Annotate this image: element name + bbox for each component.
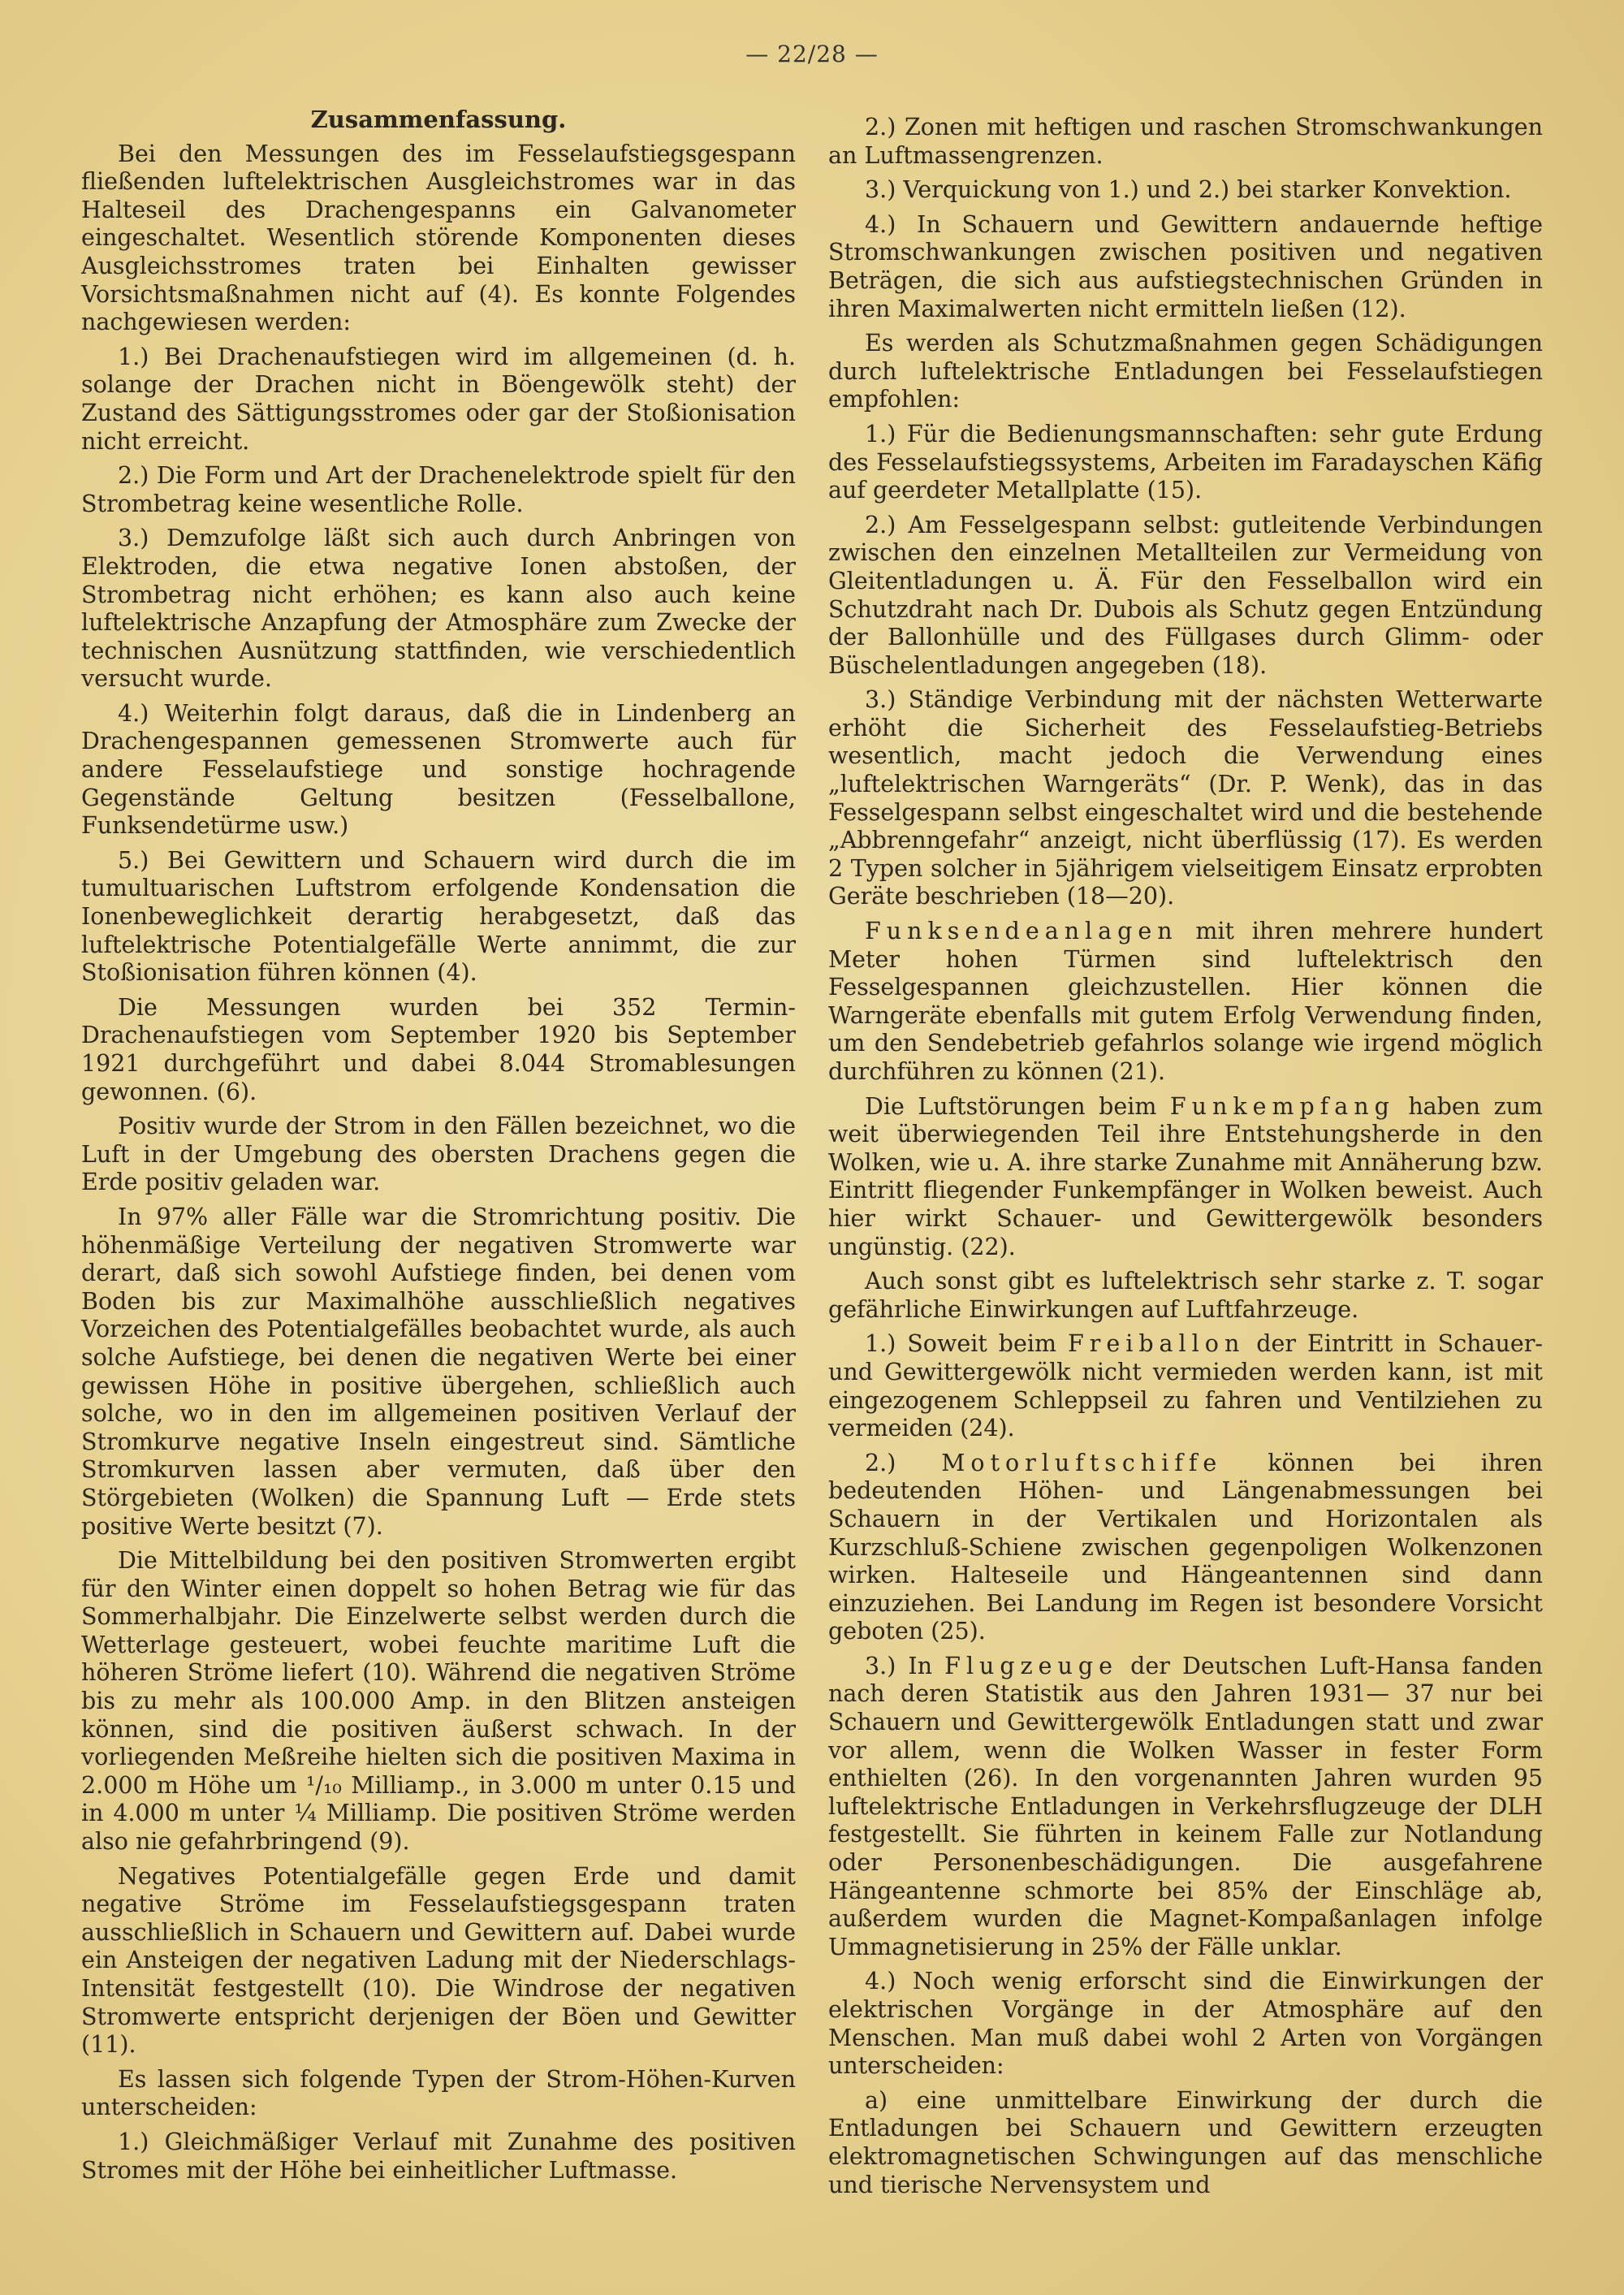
spaced-term: Freiballon (1067, 1330, 1246, 1358)
paragraph: 3.) Verquickung von 1.) und 2.) bei starker Konvektion. (865, 176, 1512, 204)
paragraph: a) eine unmittelbare Einwirkung der durch die Entladungen bei Schauern und Gewittern erzeugten elektromagnetischen Schwingungen auf das menschliche und tierische Nervensystem und (828, 2086, 1543, 2198)
spaced-term: Funksendeanlagen (865, 918, 1178, 945)
paragraph (828, 1653, 1543, 1962)
paragraph: 3.) Ständige Verbindung mit der nächsten Wetterwarte erhöht die Sicherheit des Fesselaufstieg-Betriebs wesentlich, macht jedoch die Verwendung eines „luftelektrischen Warngeräts“ (Dr. P. Wenk), das in das Fesselgespann selbst eingeschaltet wird und die bestehende „Abbrenngefahr“ anzeigt, nicht überflüssig (17). Es werden 2 Typen solcher in 5jährigem vielseitigem Einsatz erprobten Geräte beschrieben (18—20). (828, 686, 1543, 910)
spaced-term: Flugzeuge (944, 1652, 1119, 1679)
paragraph-text: 3.) In (865, 1652, 945, 1679)
paragraph-text: Die Luftstörungen beim (865, 1092, 1170, 1120)
paragraph (828, 1450, 1543, 1646)
paragraph-text: der Eintritt in Schauer- und Gewittergewölk nicht vermieden werden kann, ist mit eingezogenem Schleppseil zu fahren und Ventilziehen zu vermeiden (24). (828, 1330, 1543, 1442)
paragraph: Auch sonst gibt es luftelektrisch sehr starke z. T. sogar gefährliche Einwirkungen auf Luftfahrzeuge. (828, 1268, 1543, 1323)
paragraph-text: mit ihren mehrere hundert Meter hohen Türmen sind luftelektrisch den Fesselgespannen gleichzustellen. Hier können die Warngeräte ebenfalls mit gutem Erfolg Verwendung finden, um den Sendebetrieb gefahrlos solange wie irgend möglich durchführen zu können (21). (828, 918, 1543, 1085)
paragraph: Positiv wurde der Strom in den Fällen bezeichnet, wo die Luft in der Umgebung des obersten Drachens gegen die Erde positiv geladen war. (81, 1113, 796, 1196)
paragraph (828, 918, 1543, 1087)
spaced-term: Motorluftschiffe (941, 1449, 1223, 1476)
paragraph: Es werden als Schutzmaßnahmen gegen Schädigungen durch luftelektrische Entladungen bei Fesselaufstiegen empfohlen: (828, 330, 1543, 413)
paragraph-text: können bei ihren bedeutenden Höhen- und Längenabmessungen bei Schauern in der Vertikalen und Horizontalen als Kurzschluß-Schiene zwischen gegenpoligen Wolkenzonen wirken. Halteseile und Hängeantennen sind dann einzuziehen. Bei Landung im Regen ist besondere Vorsicht geboten (25). (828, 1449, 1543, 1645)
paragraph-text: haben zum weit überwiegenden Teil ihre Entstehungsherde in den Wolken, wie u. A. ihre starke Zunahme mit Annäherung bzw. Eintritt fliegender Funkempfänger in Wolken beweist. Auch hier wirkt Schauer- und Gewittergewölk besonders ungünstig. (22). (828, 1092, 1544, 1260)
left-column (81, 106, 796, 2191)
paragraph: Die Mittelbildung bei den positiven Stromwerten ergibt für den Winter einen doppelt so hohen Betrag wie für das Sommerhalbjahr. Die Einzelwerte selbst werden durch die Wetterlage gesteuert, wobei feuchte maritime Luft die höheren Ströme liefert (10). Während die negativen Ströme bis zu mehr als 100.000 Amp. in den Blitzen ansteigen können, sind die positiven äußerst schwach. In der vorliegenden Meßreihe hielten sich die positiven Maxima in 2.000 m Höhe um ¹/₁₀ Milliamp., in 3.000 m unter 0.15 und in 4.000 m unter ¼ Milliamp. Die positiven Ströme werden also nie gefahrbringend (9). (81, 1547, 796, 1856)
paragraph (828, 1330, 1543, 1442)
paragraph (828, 1093, 1543, 1262)
paragraph: 2.) Zonen mit heftigen und raschen Stromschwankungen an Luftmassengrenzen. (828, 114, 1543, 169)
paragraph-text: 1.) Soweit beim (865, 1330, 1068, 1358)
paragraph: 4.) In Schauern und Gewittern andauernde heftige Stromschwankungen zwischen positiven und negativen Beträgen, die sich aus aufstiegstechnischen Gründen in ihren Maximalwerten nicht ermitteln ließen (12). (828, 210, 1543, 322)
paragraph: 1.) Bei Drachenaufstiegen wird im allgemeinen (d. h. solange der Drachen nicht in Böengewölk steht) der Zustand des Sättigungsstromes oder gar der Stoßionisation nicht erreicht. (81, 343, 796, 455)
paragraph-text: der Deutschen Luft-Hansa fanden nach deren Statistik aus den Jahren 1931— 37 nur bei Schauern und Gewittergewölk Entladungen statt und zwar vor allem, wenn die Wolken Wasser in fester Form enthielten (26). In den vorgenannten Jahren wurden 95 luftelektrische Entladungen in Verkehrsflugzeuge der DLH festgestellt. Sie führten in keinem Falle zur Notlandung oder Personenbeschädigungen. Die ausgefahrene Hängeantenne schmorte bei 85% der Einschläge ab, außerdem wurden die Magnet-Kompaßanlagen infolge Ummagnetisierung in 25% der Fälle unklar. (828, 1652, 1544, 1960)
paragraph: 1.) Für die Bedienungsmannschaften: sehr gute Erdung des Fesselaufstiegssystems, Arbeiten im Faradayschen Käfig auf geerdeter Metallplatte (15). (828, 420, 1543, 504)
paragraph: 2.) Die Form und Art der Drachenelektrode spielt für den Strombetrag keine wesentliche Rolle. (81, 462, 796, 517)
paragraph: Die Messungen wurden bei 352 Termin-Drachenaufstiegen vom September 1920 bis September 1921 durchgeführt und dabei 8.044 Stromablesungen gewonnen. (6). (81, 993, 796, 1105)
spaced-term: Funkempfang (1169, 1092, 1395, 1120)
paragraph: 5.) Bei Gewittern und Schauern wird durch die im tumultuarischen Luftstrom erfolgende Kondensation die Ionenbeweglichkeit derartig herabgesetzt, daß das luftelektrische Potentialgefälle Werte annimmt, die zur Stoßionisation führen können (4). (81, 846, 796, 987)
paragraph: Es lassen sich folgende Typen der Strom-Höhen-Kurven unterscheiden: (81, 2065, 796, 2121)
page-number: — 22/28 — (745, 41, 879, 67)
right-column (828, 114, 1543, 2206)
paragraph: 1.) Gleichmäßiger Verlauf mit Zunahme des positiven Stromes mit der Höhe bei einheitlicher Luftmasse. (81, 2128, 796, 2184)
paragraph: 2.) Am Fesselgespann selbst: gutleitende Verbindungen zwischen den einzelnen Metallteilen zur Vermeidung von Gleitentladungen u. Ä. Für den Fesselballon wird ein Schutzdraht nach Dr. Dubois als Schutz gegen Entzündung der Ballonhülle und des Füllgases durch Glimm- oder Büschelentladungen angegeben (18). (828, 511, 1543, 679)
paragraph: Bei den Messungen des im Fesselaufstiegsgespann fließenden luftelektrischen Ausgleichstromes war in das Halteseil des Drachengespanns ein Galvanometer eingeschaltet. Wesentlich störende Komponenten dieses Ausgleichsstromes traten bei Einhalten gewisser Vorsichtsmaßnahmen nicht auf (4). Es konnte Folgendes nachgewiesen werden: (81, 140, 796, 336)
paragraph-text: 2.) (865, 1449, 942, 1476)
section-heading: Zusammenfassung. (310, 106, 567, 133)
paragraph: In 97% aller Fälle war die Stromrichtung positiv. Die höhenmäßige Verteilung der negativen Stromwerte war derart, daß sich sowohl Aufstiege finden, bei denen vom Boden bis zur Maximalhöhe ausschließlich negatives Vorzeichen des Potentialgefälles beobachtet wurde, als auch solche Aufstiege, bei denen die negativen Werte bei einer gewissen Höhe in positive übergehen, schließlich auch solche, wo in den im allgemeinen positiven Verlauf der Stromkurve negative Inseln eingestreut sind. Sämtliche Stromkurven lassen aber vermuten, daß über den Störgebieten (Wolken) die Spannung Luft — Erde stets positive Werte besitzt (7). (81, 1203, 796, 1540)
paragraph: Negatives Potentialgefälle gegen Erde und damit negative Ströme im Fesselaufstiegsgespann traten ausschließlich in Schauern und Gewittern auf. Dabei wurde ein Ansteigen der negativen Ladung mit der Niederschlags-Intensität festgestellt (10). Die Windrose der negativen Stromwerte entspricht derjenigen der Böen und Gewitter (11). (81, 1862, 796, 2059)
paragraph: 4.) Weiterhin folgt daraus, daß die in Lindenberg an Drachengespannen gemessenen Stromwerte auch für andere Fesselaufstiege und sonstige hochragende Gegenstände Geltung besitzen (Fesselballone, Funksendetürme usw.) (81, 699, 796, 840)
paragraph: 3.) Demzufolge läßt sich auch durch Anbringen von Elektroden, die etwa negative Ionen abstoßen, der Strombetrag nicht erhöhen; es kann also auch keine luftelektrische Anzapfung der Atmosphäre zum Zwecke der technischen Ausnützung stattfinden, wie verschiedentlich versucht wurde. (81, 525, 796, 693)
paragraph: 4.) Noch wenig erforscht sind die Einwirkungen der elektrischen Vorgänge in der Atmosphäre auf den Menschen. Man muß dabei wohl 2 Arten von Vorgängen unterscheiden: (828, 1968, 1543, 2080)
